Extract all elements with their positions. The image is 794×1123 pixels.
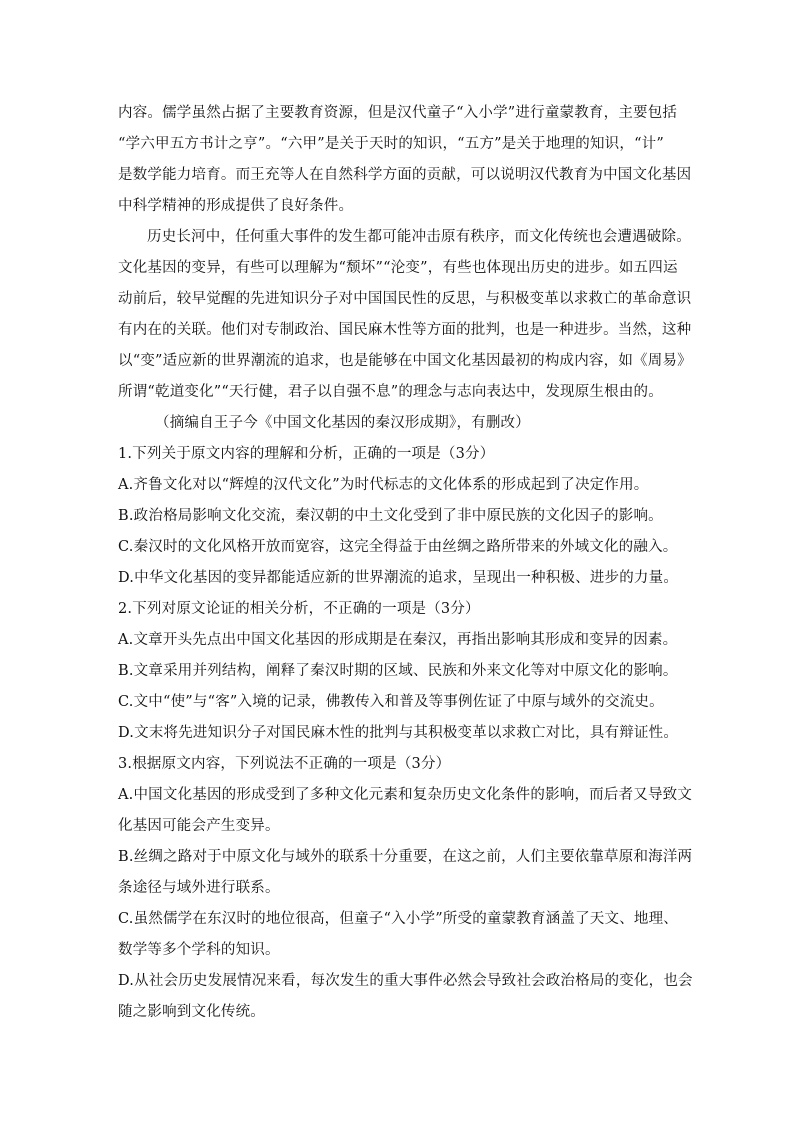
passage-paragraph-1: [118, 98, 692, 222]
option-c: C.秦汉时的文化风格开放而宽容，这完全得益于由丝绸之路所带来的外域文化的融入。: [118, 539, 678, 555]
option-b: B.丝绸之路对于中原文化与域外的联系十分重要，在这之前，人们主要依靠草原和海洋两: [118, 849, 693, 865]
text-line: 内容。儒学虽然占据了主要教育资源，但是汉代童子“入小学”进行童蒙教育，主要包括: [118, 105, 678, 121]
option-d: D.文末将先进知识分子对国民麻木性的批判与其积极变革以求救亡对比，具有辩证性。: [118, 725, 679, 741]
option-b: B.文章采用并列结构，阐释了秦汉时期的区域、民族和外来文化等对中原文化的影响。: [118, 663, 678, 679]
option-c: C.文中“使”与“客”入境的记录，佛教传入和普及等事例佐证了中原与域外的交流史。: [118, 694, 664, 710]
question-3: [118, 749, 693, 1028]
question-1: [118, 439, 678, 594]
question-stem: 3.根据原文内容，下列说法不正确的一项是（3分）: [118, 756, 451, 772]
option-a: A.文章开头先点出中国文化基因的形成期是在秦汉，再指出影响其形成和变异的因素。: [118, 632, 678, 648]
option-d: D.中华文化基因的变异都能适应新的世界潮流的追求，呈现出一种积极、进步的力量。: [118, 570, 679, 586]
question-stem: 1.下列关于原文内容的理解和分析，正确的一项是（3分）: [118, 446, 495, 462]
passage-paragraph-2: [118, 222, 692, 408]
text-line: 历史长河中，任何重大事件的发生都可能冲击原有秩序，而文化传统也会遭遇破除。: [147, 229, 691, 245]
option-d-continued: 随之影响到文化传统。: [118, 1004, 265, 1020]
option-b-continued: 条途径与域外进行联系。: [118, 880, 280, 896]
option-c: C.虽然儒学在东汉时的地位很高，但童子“入小学”所受的童蒙教育涵盖了天文、地理、: [118, 911, 679, 927]
text-line: 所谓“乾道变化”“天行健，君子以自强不息”的理念与志向表达中，发现原生根由的。: [118, 384, 663, 400]
text-line: 有内在的关联。他们对专制政治、国民麻木性等方面的批判，也是一种进步。当然，这种: [118, 322, 692, 338]
option-b: B.政治格局影响文化交流，秦汉朝的中土文化受到了非中原民族的文化因子的影响。: [118, 508, 663, 524]
option-a: A.齐鲁文化对以“辉煌的汉代文化”为时代标志的文化体系的形成起到了决定作用。: [118, 477, 649, 493]
option-a: A.中国文化基因的形成受到了多种文化元素和复杂历史文化条件的影响，而后者又导致文: [118, 787, 693, 803]
question-2: [118, 594, 678, 749]
option-a-continued: 化基因可能会产生变异。: [118, 818, 280, 834]
source-citation: （摘编自王子今《中国文化基因的秦汉形成期》，有删改）: [155, 415, 530, 431]
text-line: 文化基因的变异，有些可以理解为“颓坏”“沦变”，有些也体现出历史的进步。如五四运: [118, 260, 678, 276]
text-line: 动前后，较早觉醒的先进知识分子对中国国民性的反思，与积极变革以求救亡的革命意识: [118, 291, 692, 307]
text-line: 中科学精神的形成提供了良好条件。: [118, 198, 354, 214]
exam-page: [118, 98, 693, 1028]
text-line: 以“变”适应新的世界潮流的追求，也是能够在中国文化基因最初的构成内容，如《周易》: [118, 353, 692, 369]
option-d: D.从社会历史发展情况来看，每次发生的重大事件必然会导致社会政治格局的变化，也会: [118, 973, 693, 989]
question-stem: 2.下列对原文论证的相关分析，不正确的一项是（3分）: [118, 601, 480, 617]
text-line: “学六甲五方书计之亨”。“六甲”是关于天时的知识，“五方”是关于地理的知识，“计”: [118, 136, 664, 152]
text-line: 是数学能力培育。而王充等人在自然科学方面的贡献，可以说明汉代教育为中国文化基因: [118, 167, 692, 183]
option-c-continued: 数学等多个学科的知识。: [118, 942, 280, 958]
